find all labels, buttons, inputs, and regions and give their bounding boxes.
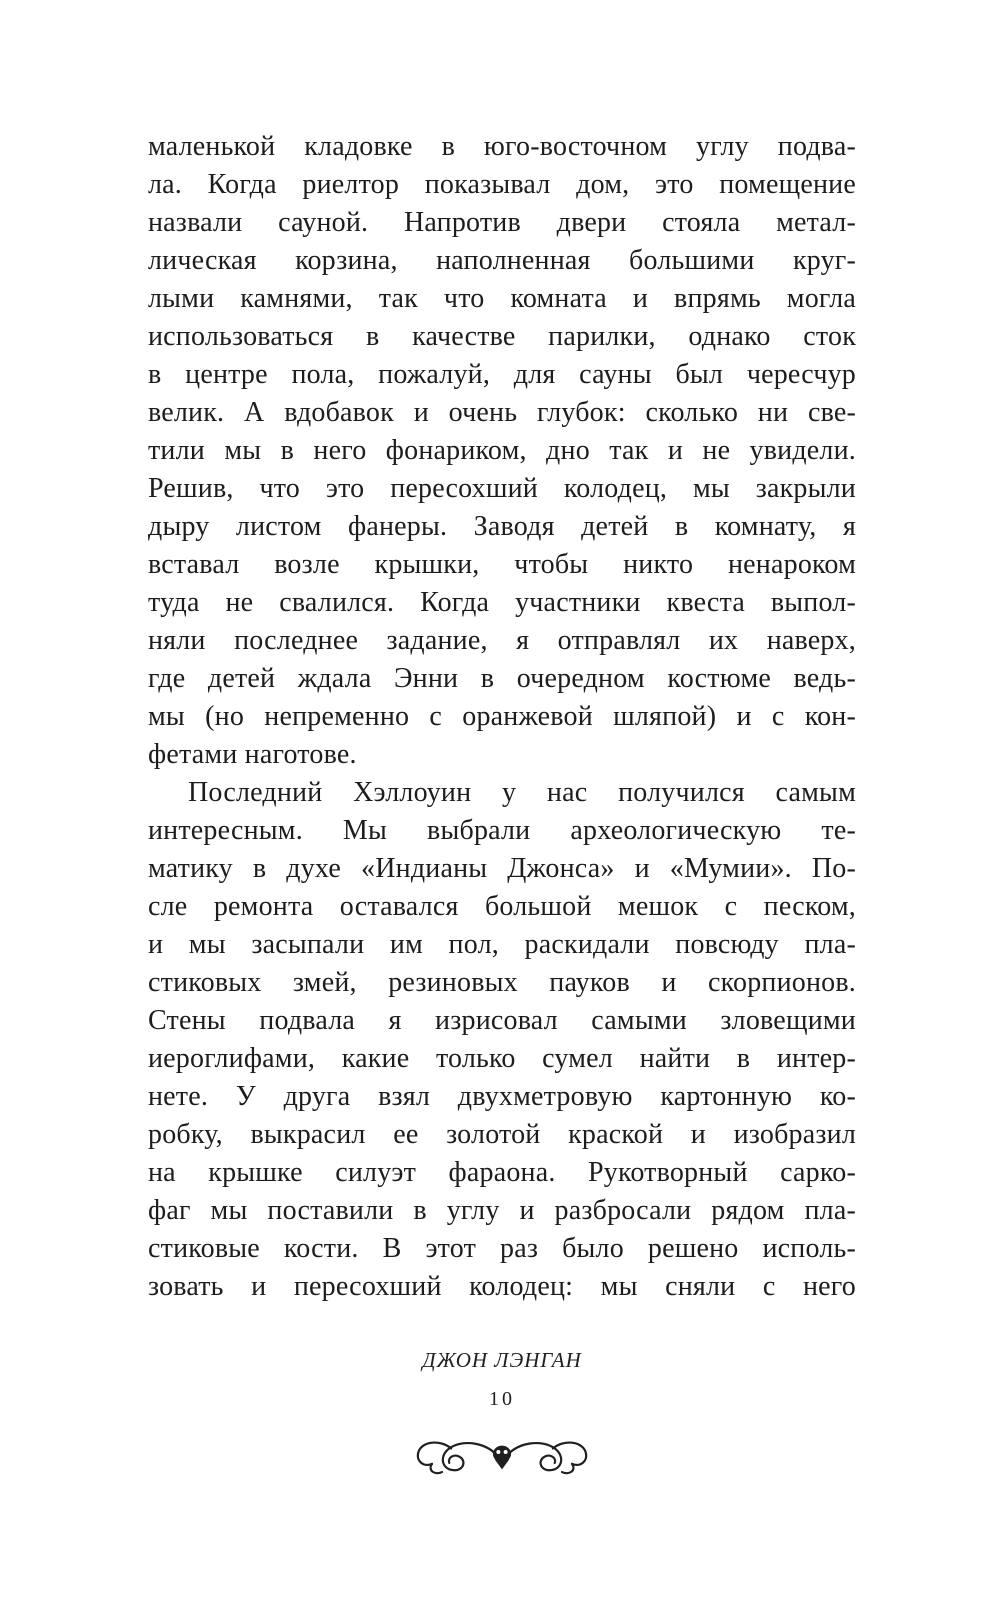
flourish-icon [402,1432,602,1483]
text-line: фетами наготове. [148,739,357,770]
text-line: использоваться в качестве парилки, однако сток [148,321,856,352]
text-line: в центре пола, пожалуй, для сауны был чересчур [148,359,856,390]
text-line: Решив, что это пересохший колодец, мы закрыли [148,473,856,504]
text-line: лическая корзина, наполненная большими круг- [148,245,856,276]
text-line: вставал возле крышки, чтобы никто ненароком [148,549,856,580]
text-line: стиковые кости. В этот раз было решено исполь- [148,1233,856,1264]
text-line: робку, выкрасил ее золотой краской и изобразил [148,1119,856,1150]
text-line: иероглифами, какие только сумел найти в интер- [148,1043,856,1074]
text-line: Стены подвала я изрисовал самыми зловещими [148,1005,856,1036]
text-line: нете. У друга взял двухметровую картонную ко- [148,1081,856,1112]
text-line: велик. А вдобавок и очень глубок: сколько ни све- [148,397,856,428]
page-number: 10 [489,1388,515,1410]
text-line: няли последнее задание, я отправлял их наверх, [148,625,856,656]
text-line: маленькой кладовке в юго-восточном углу подва- [148,131,856,162]
text-line: зовать и пересохший колодец: мы сняли с него [148,1271,856,1302]
footer-author: ДЖОН ЛЭНГАН [422,1348,582,1372]
text-line: сле ремонта оставался большой мешок с песком, [148,891,856,922]
text-line: туда не свалился. Когда участники квеста выпол- [148,587,856,618]
text-line: лыми камнями, так что комната и впрямь могла [148,283,856,314]
text-line: ла. Когда риелтор показывал дом, это помещение [148,169,856,200]
paragraph [148,774,856,1306]
text-line: фаг мы поставили в углу и разбросали рядом пла- [148,1195,856,1226]
text-line: стиковых змей, резиновых пауков и скорпионов. [148,967,856,998]
text-line: тили мы в него фонариком, дно так и не увидели. [148,435,856,466]
text-line: на крышке силуэт фараона. Рукотворный сарко- [148,1157,856,1188]
ornament-flourish [148,1432,856,1488]
text-line: дыру листом фанеры. Заводя детей в комнату, я [148,511,856,542]
text-line: мы (но непременно с оранжевой шляпой) и с кон- [148,701,856,732]
text-line: назвали сауной. Напротив двери стояла метал- [148,207,856,238]
body-text [148,128,856,1306]
text-line: матику в духе «Индианы Джонса» и «Мумии». По- [148,853,856,884]
text-line: где детей ждала Энни в очередном костюме ведь- [148,663,856,694]
text-line: Последний Хэллоуин у нас получился самым [188,777,856,808]
text-line: интересным. Мы выбрали археологическую те- [148,815,856,846]
text-line: и мы засыпали им пол, раскидали повсюду пла- [148,929,856,960]
paragraph [148,128,856,774]
